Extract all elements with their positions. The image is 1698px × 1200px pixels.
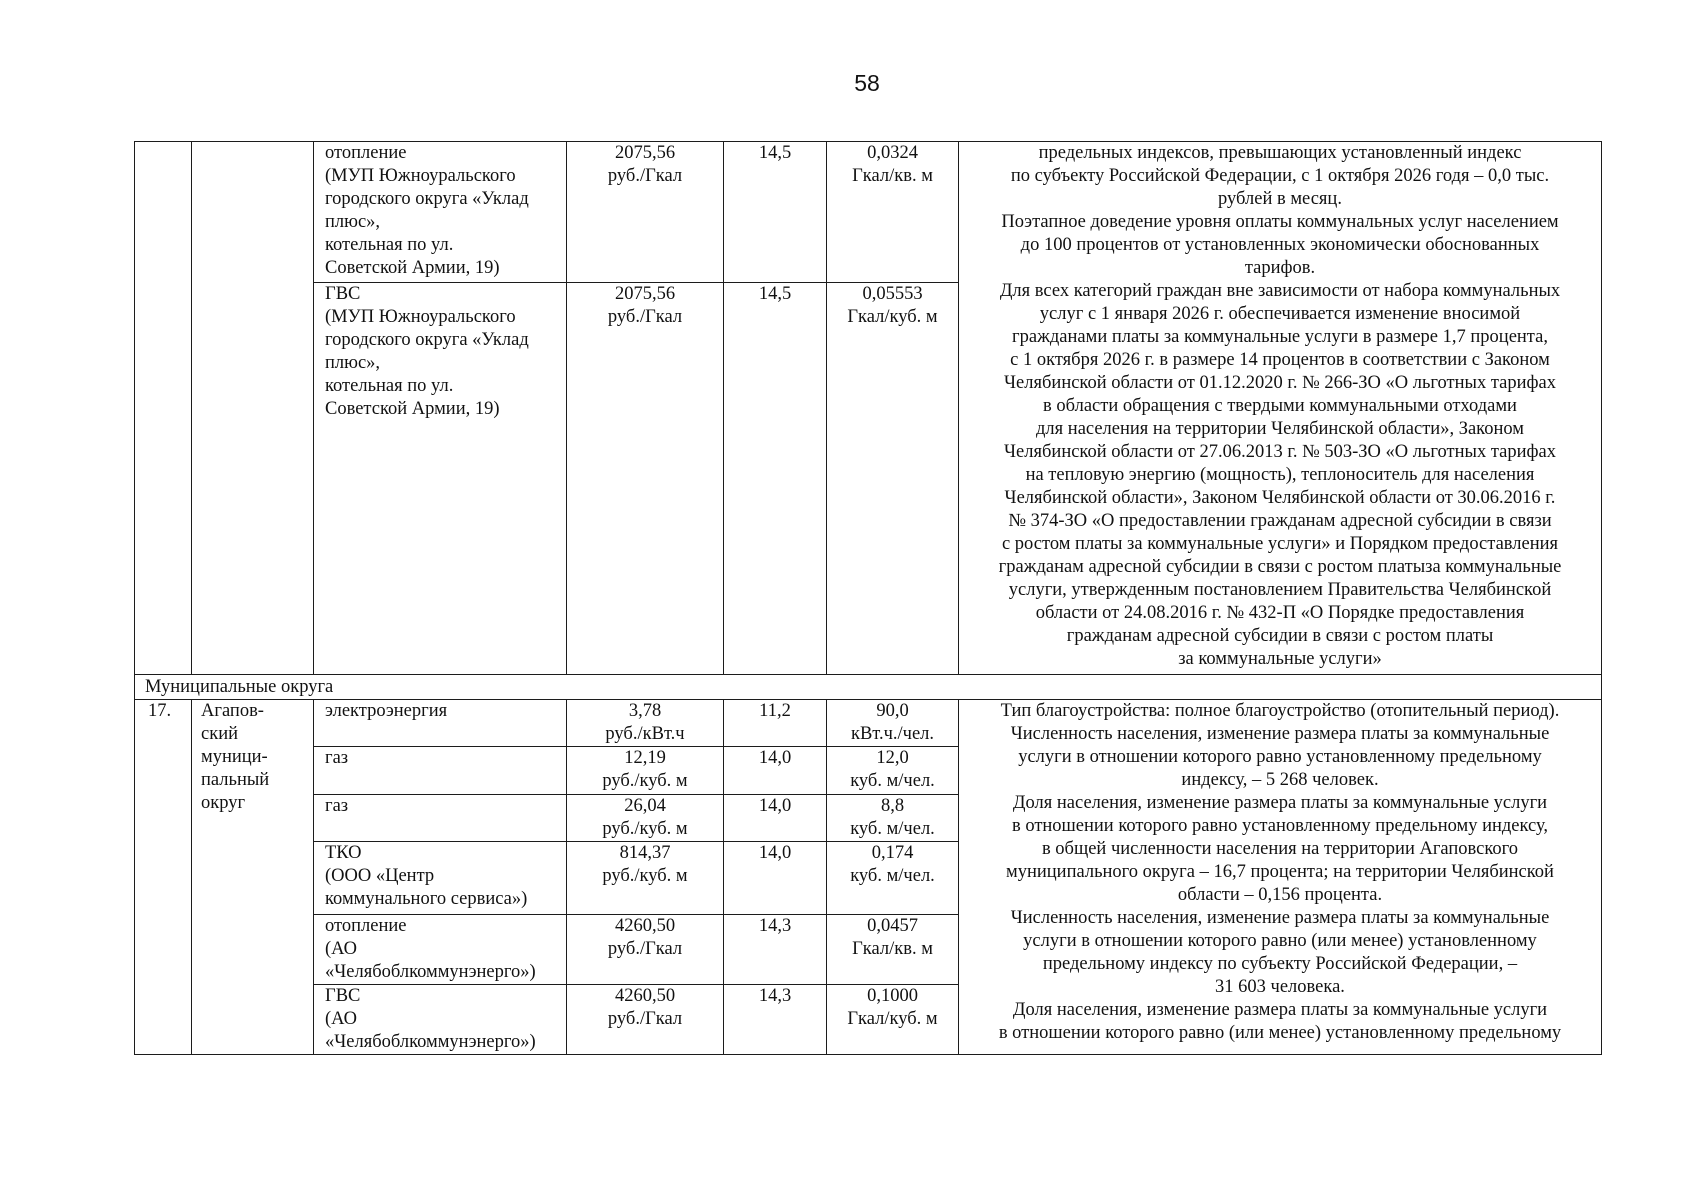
norm-cell — [827, 747, 959, 795]
provider-line: плюс», — [325, 212, 381, 232]
tariff-unit: руб./куб. м — [602, 771, 688, 791]
norm-value: 0,05553 — [862, 284, 923, 304]
note-cell — [959, 700, 1602, 1055]
note-line: 31 603 человека. — [1215, 977, 1345, 997]
note-line: муниципального округа – 16,7 процента; на территории Челябинской — [1006, 862, 1554, 882]
index-cell — [724, 747, 827, 795]
note-line: рублей в месяц. — [1218, 189, 1342, 209]
note-line: области от 24.08.2016 г. № 432-П «О Порядке предоставления — [1035, 603, 1525, 623]
provider-line: (АО — [325, 939, 357, 959]
service-cell — [314, 700, 567, 747]
row-number-cell — [135, 700, 192, 1055]
tariff-value: 3,78 — [628, 701, 662, 721]
note-line: с ростом платы за коммунальные услуги» и Порядком предоставления — [1001, 534, 1559, 554]
tariff-cell — [567, 842, 724, 915]
provider-text — [325, 306, 566, 421]
note-line: Численность населения, изменение размера платы за коммунальные — [1010, 908, 1550, 928]
index-value: 14,3 — [758, 916, 792, 936]
norm-cell — [827, 842, 959, 915]
note-line: Челябинской области от 01.12.2020 г. № 266-ЗО «О льготных тарифах — [1004, 373, 1556, 393]
note-line: Доля населения, изменение размера платы за коммунальные услуги — [1012, 793, 1548, 813]
tariff-value: 2075,56 — [614, 143, 676, 163]
service-cell — [314, 142, 567, 283]
index-value: 14,0 — [758, 843, 792, 863]
tariff-cell — [567, 915, 724, 985]
norm-cell — [827, 142, 959, 283]
provider-text — [325, 165, 566, 280]
norm-unit: Гкал/кв. м — [852, 166, 933, 186]
tariff-unit: руб./Гкал — [607, 166, 683, 186]
tariff-unit: руб./Гкал — [607, 307, 683, 327]
index-cell — [724, 985, 827, 1055]
municipality-name-cell — [192, 142, 314, 675]
note-line: Доля населения, изменение размера платы за коммунальные услуги — [1012, 1000, 1548, 1020]
tariff-cell — [567, 142, 724, 283]
service-name: газ — [325, 796, 349, 816]
note-line: предельных индексов, превышающих установленный индекс — [1038, 143, 1522, 163]
tariff-cell — [567, 795, 724, 842]
index-cell — [724, 700, 827, 747]
norm-value: 0,1000 — [867, 986, 918, 1006]
tariff-value: 814,37 — [619, 843, 671, 863]
tariff-value: 4260,50 — [614, 916, 676, 936]
note-line: Челябинской области», Законом Челябинской области от 30.06.2016 г. — [1004, 488, 1556, 508]
municipality-name-cell — [192, 700, 314, 1055]
tariff-value: 4260,50 — [614, 986, 676, 1006]
note-line: услуги, утвержденным постановлением Правительства Челябинской — [1008, 580, 1552, 600]
tariff-value: 26,04 — [624, 796, 666, 816]
note-line: услуг с 1 января 2026 г. обеспечивается изменение вносимой — [1039, 304, 1521, 324]
page-number: 58 — [854, 70, 880, 96]
note-line: до 100 процентов от установленных экономически обоснованных — [1020, 235, 1540, 255]
provider-line: городского округа «Уклад — [325, 330, 529, 350]
note-line: гражданами платы за коммунальные услуги в размере 1,7 процента, — [1012, 327, 1548, 347]
section-header-municipal-districts: Муниципальные округа — [135, 675, 1602, 700]
tariff-cell — [567, 985, 724, 1055]
index-value: 11,2 — [759, 701, 791, 721]
provider-line: коммунального сервиса») — [325, 889, 528, 909]
norm-cell — [827, 915, 959, 985]
norm-cell — [827, 283, 959, 675]
note-line: в области обращения с твердыми коммунальными отходами — [1043, 396, 1517, 416]
index-cell — [724, 915, 827, 985]
tariff-cell — [567, 700, 724, 747]
norm-value: 0,0457 — [867, 916, 918, 936]
service-cell — [314, 915, 567, 985]
note-line: области – 0,156 процента. — [1177, 885, 1383, 905]
service-cell — [314, 842, 567, 915]
provider-text — [325, 938, 566, 984]
note-line: Тип благоустройства: полное благоустройство (отопительный период). — [1000, 701, 1560, 721]
note-line: услуги в отношении которого равно установленному предельному — [1018, 747, 1542, 767]
norm-unit: кВт.ч./чел. — [850, 724, 935, 744]
note-line: для населения на территории Челябинской области», Законом — [1036, 419, 1524, 439]
norm-unit: Гкал/куб. м — [847, 1009, 938, 1029]
index-value: 14,3 — [758, 986, 792, 1006]
table-row — [135, 142, 1602, 283]
norm-unit: куб. м/чел. — [850, 866, 935, 886]
norm-unit: Гкал/куб. м — [847, 307, 938, 327]
note-line: Челябинской области от 27.06.2013 г. № 503-ЗО «О льготных тарифах — [1004, 442, 1556, 462]
norm-unit: куб. м/чел. — [850, 819, 935, 839]
provider-line: (МУП Южноуральского — [325, 307, 516, 327]
tariff-unit: руб./куб. м — [602, 819, 688, 839]
tariff-cell — [567, 747, 724, 795]
tariff-unit: руб./кВт.ч — [605, 724, 685, 744]
index-value: 14,5 — [758, 284, 792, 304]
index-cell — [724, 795, 827, 842]
provider-line: котельная по ул. — [325, 376, 454, 396]
tariff-value: 2075,56 — [614, 284, 676, 304]
provider-line: «Челябоблкоммунэнерго») — [325, 1032, 536, 1052]
service-name: газ — [325, 748, 349, 768]
note-line: услуги в отношении которого равно (или менее) установленному — [1023, 931, 1537, 951]
norm-value: 12,0 — [876, 748, 909, 768]
index-value: 14,5 — [758, 143, 792, 163]
norm-cell — [827, 985, 959, 1055]
note-line: Численность населения, изменение размера платы за коммунальные — [1010, 724, 1550, 744]
table-row — [135, 700, 1602, 747]
provider-line: Советской Армии, 19) — [325, 258, 500, 278]
norm-value: 90,0 — [876, 701, 909, 721]
tariff-cell — [567, 283, 724, 675]
note-line: в общей численности населения на территории Агаповского — [1041, 839, 1519, 859]
note-line: с 1 октября 2026 г. в размере 14 процентов в соответствии с Законом — [1010, 350, 1550, 370]
note-line: Поэтапное доведение уровня оплаты коммунальных услуг населением — [1001, 212, 1559, 232]
norm-unit: Гкал/кв. м — [852, 939, 933, 959]
provider-line: котельная по ул. — [325, 235, 454, 255]
note-line: тарифов. — [1244, 258, 1316, 278]
service-cell — [314, 795, 567, 842]
index-cell — [724, 842, 827, 915]
tariff-value: 12,19 — [624, 748, 666, 768]
municipality-name-line: муници- — [201, 747, 268, 767]
municipality-name-line: округ — [201, 793, 246, 813]
norm-cell — [827, 700, 959, 747]
municipality-name-line: ский — [201, 724, 238, 744]
provider-line: (ООО «Центр — [325, 866, 435, 886]
service-name: ТКО — [325, 843, 362, 863]
service-name: ГВС — [325, 986, 361, 1006]
note-line: на тепловую энергию (мощность), теплоноситель для населения — [1025, 465, 1535, 485]
table-row — [135, 675, 1602, 700]
tariff-unit: руб./куб. м — [602, 866, 688, 886]
row-number-cell — [135, 142, 192, 675]
tariff-table — [134, 141, 1602, 1055]
note-line: предельному индексу по субъекту Российской Федерации, – — [1042, 954, 1518, 974]
provider-text — [325, 1008, 566, 1054]
note-cell — [959, 142, 1602, 675]
provider-line: «Челябоблкоммунэнерго») — [325, 962, 536, 982]
index-cell — [724, 142, 827, 283]
provider-line: городского округа «Уклад — [325, 189, 529, 209]
note-line: гражданам адресной субсидии в связи с ростом платы — [1066, 626, 1494, 646]
index-cell — [724, 283, 827, 675]
row-number: 17. — [148, 701, 172, 721]
provider-line: Советской Армии, 19) — [325, 399, 500, 419]
service-name: ГВС — [325, 284, 361, 304]
provider-line: плюс», — [325, 353, 381, 373]
note-line: за коммунальные услуги» — [1178, 649, 1382, 669]
index-value: 14,0 — [758, 748, 792, 768]
service-cell — [314, 283, 567, 675]
provider-line: (МУП Южноуральского — [325, 166, 516, 186]
index-value: 14,0 — [758, 796, 792, 816]
municipality-name-line: пальный — [201, 770, 270, 790]
note-line: индексу, – 5 268 человек. — [1181, 770, 1379, 790]
service-cell — [314, 985, 567, 1055]
norm-unit: куб. м/чел. — [850, 771, 935, 791]
service-name: отопление — [325, 916, 407, 936]
note-line: в отношении которого равно (или менее) установленному предельному — [998, 1023, 1562, 1043]
note-line: гражданам адресной субсидии в связи с ростом платыза коммунальные — [998, 557, 1562, 577]
service-name: отопление — [325, 143, 407, 163]
note-line: № 374-ЗО «О предоставлении гражданам адресной субсидии в связи — [1008, 511, 1552, 531]
norm-value: 0,174 — [871, 843, 914, 863]
norm-cell — [827, 795, 959, 842]
norm-value: 8,8 — [880, 796, 905, 816]
municipality-name-line: Агапов- — [201, 701, 264, 721]
tariff-unit: руб./Гкал — [607, 1009, 683, 1029]
provider-line: (АО — [325, 1009, 357, 1029]
norm-value: 0,0324 — [867, 143, 918, 163]
note-line: в отношении которого равно установленному предельному индексу, — [1011, 816, 1549, 836]
provider-text — [325, 865, 566, 911]
note-line: по субъекту Российской Федерации, с 1 октября 2026 годя – 0,0 тыс. — [1010, 166, 1550, 186]
service-cell — [314, 747, 567, 795]
note-line: Для всех категорий граждан вне зависимости от набора коммунальных — [999, 281, 1561, 301]
tariff-unit: руб./Гкал — [607, 939, 683, 959]
service-name: электроэнергия — [325, 701, 448, 721]
